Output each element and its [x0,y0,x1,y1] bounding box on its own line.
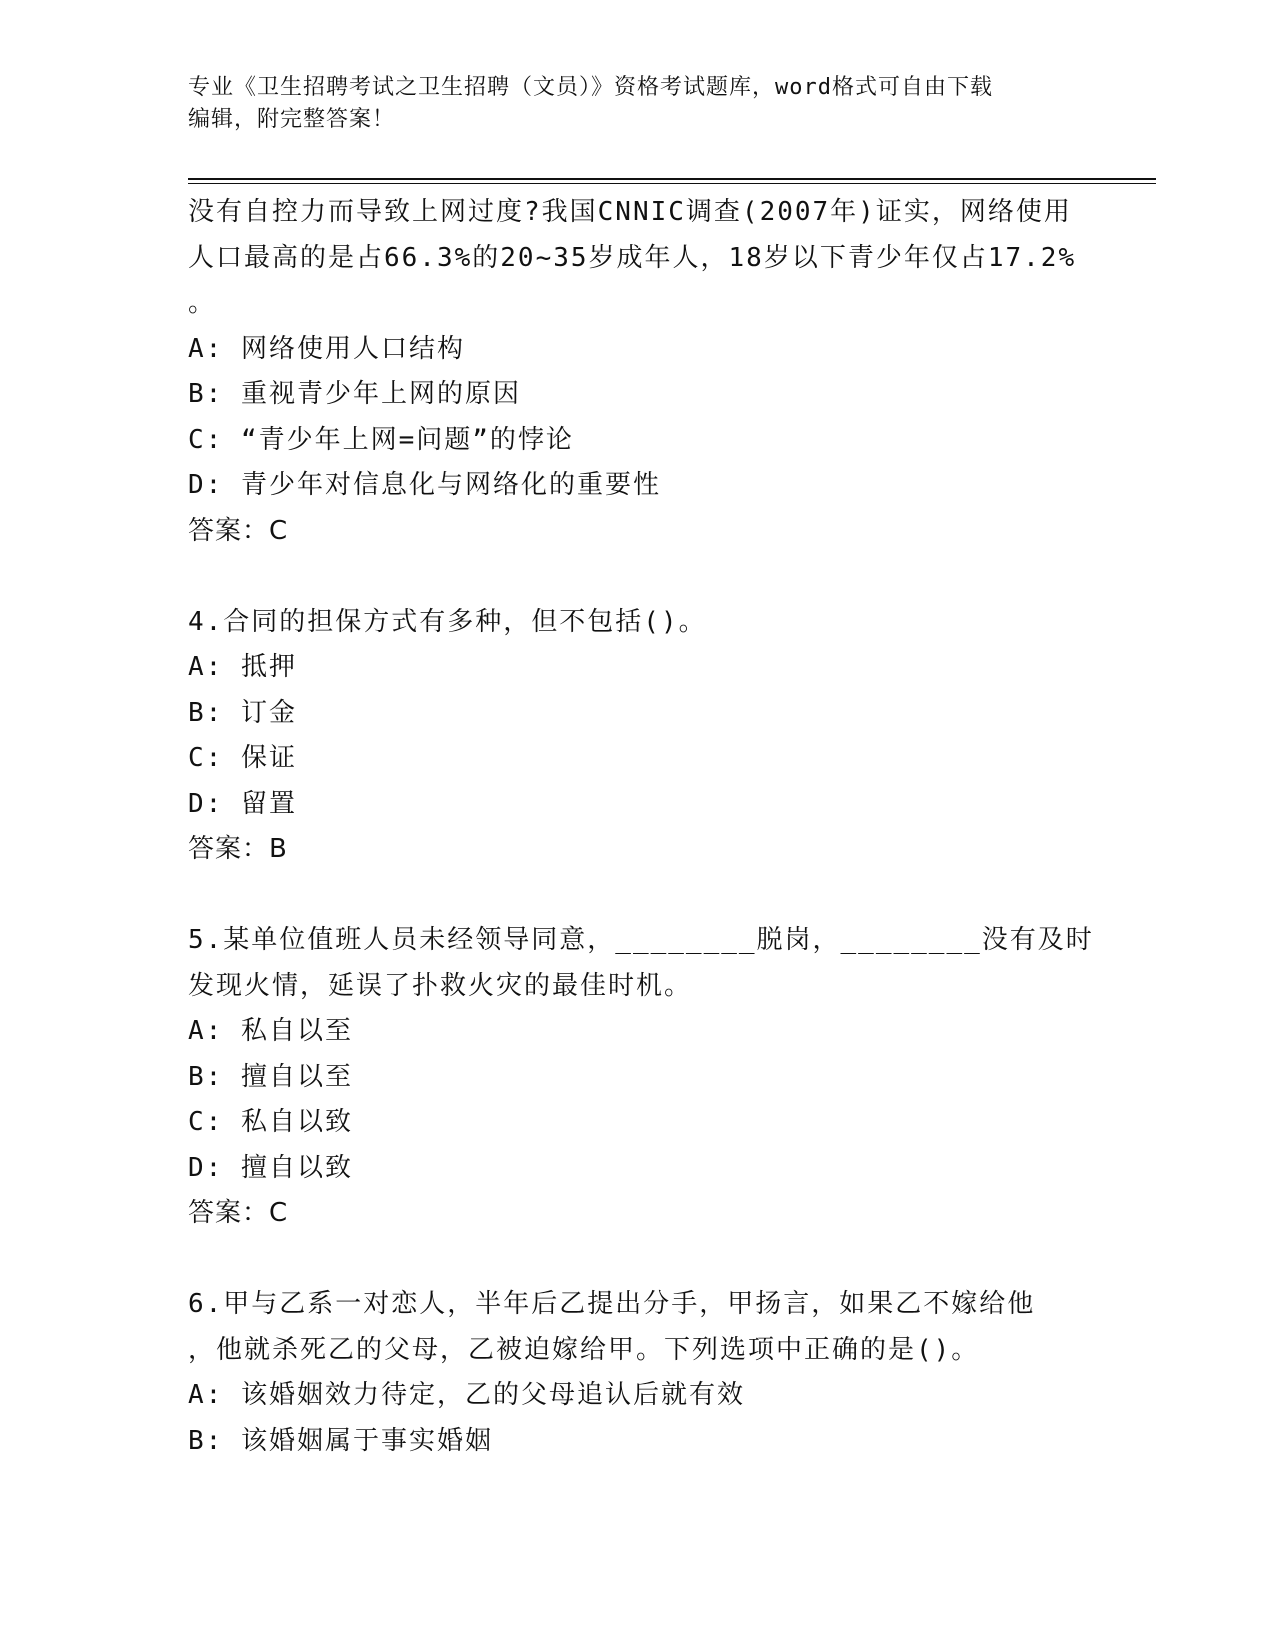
header-divider-thin [188,183,1156,184]
option-a: A: 该婚姻效力待定，乙的父母追认后就有效 [188,1380,745,1410]
option-a: A: 抵押 [188,652,297,682]
question-3 [188,190,1088,554]
question-stem-line: 。 [188,288,217,318]
option-d: D: 青少年对信息化与网络化的重要性 [188,470,661,500]
spacer [188,1237,1088,1283]
option-a: A: 私自以至 [188,1016,353,1046]
question-4 [188,600,1088,873]
spacer [188,554,1088,600]
question-stem-line: 4.合同的担保方式有多种，但不包括()。 [188,606,707,637]
question-stem-line: 5.某单位值班人员未经领导同意，________脱岗，________没有及时 [188,925,1094,955]
spacer [188,873,1088,919]
option-a: A: 网络使用人口结构 [188,333,465,364]
question-stem-line: 人口最高的是占66.3%的20~35岁成年人，18岁以下青少年仅占17.2% [188,242,1077,273]
option-b: B: 重视青少年上网的原因 [188,379,521,409]
answer-label: 答案：B [188,834,288,864]
option-c: C: 保证 [188,743,297,773]
question-stem-line: ，他就杀死乙的父母，乙被迫嫁给甲。下列选项中正确的是()。 [188,1334,980,1365]
document-header [188,72,1068,136]
option-c: C: “青少年上网=问题”的悖论 [188,424,574,455]
question-stem-line: 发现火情，延误了扑救火灾的最佳时机。 [188,970,693,1001]
answer-label: 答案：C [188,515,289,546]
answer-label: 答案：C [188,1198,289,1228]
question-5 [188,918,1094,1237]
question-6 [188,1282,1088,1464]
option-b: B: 擅自以至 [188,1061,353,1092]
option-d: D: 擅自以致 [188,1152,353,1183]
option-b: B: 订金 [188,697,297,728]
question-stem-line: 6.甲与乙系一对恋人，半年后乙提出分手，甲扬言，如果乙不嫁给他 [188,1289,1036,1319]
option-b: B: 该婚姻属于事实婚姻 [188,1425,493,1456]
header-line-1: 专业《卫生招聘考试之卫生招聘（文员）》资格考试题库，word格式可自由下载 [188,75,993,100]
header-line-2: 编辑，附完整答案！ [188,107,396,132]
header-divider-thick [188,178,1156,180]
question-stem-line: 没有自控力而导致上网过度?我国CNNIC调查(2007年)证实，网络使用 [188,197,1072,227]
question-list [188,190,1094,1464]
option-c: C: 私自以致 [188,1107,353,1137]
option-d: D: 留置 [188,788,297,819]
